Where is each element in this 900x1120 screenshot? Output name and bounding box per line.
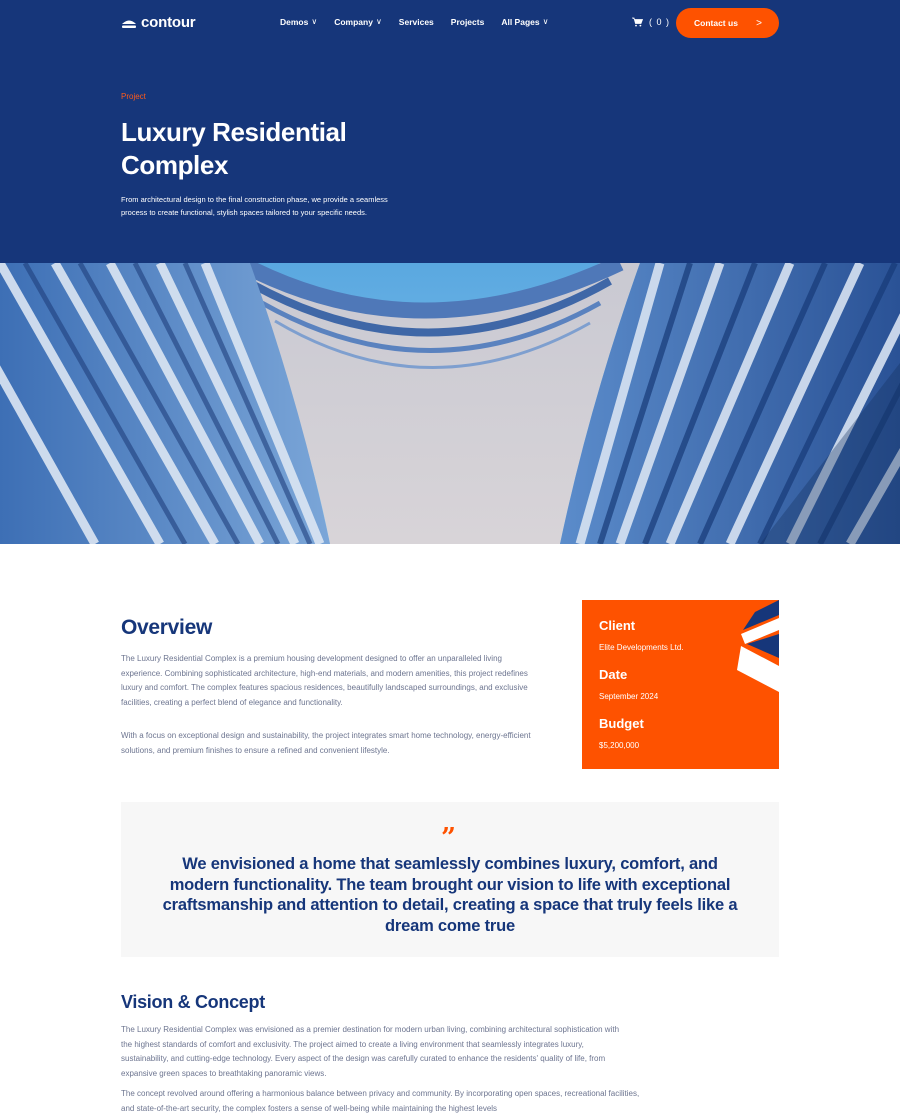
vision-paragraph: The Luxury Residential Complex was envisioned as a premier destination for modern urban living, combining architectural sophistication with the highest standards of comfort and exclusivity. The project aimed to create a living environment that seamlessly integrates luxury, sustainability, and cutting-edge technology. Every aspect of the design was carefully curated to enhance the residents' quality of life, from expansive green spaces to breathtaking panoramic views. (121, 1025, 620, 1078)
top-navbar (0, 0, 900, 46)
menu-item-label: Company (334, 17, 373, 27)
arrow-right-icon: > (756, 17, 762, 29)
client-label: Client (599, 618, 636, 633)
hero-description: From architectural design to the final construction phase, we provide a seamless process to create functional, stylish spaces tailored to your specific needs. (121, 195, 388, 217)
overview-paragraph: With a focus on exceptional design and sustainability, the project integrates smart home technology, energy-efficient solutions, and premium finishes to ensure a refined and convenient lifestyle. (121, 731, 531, 755)
vision-paragraph: The concept revolved around offering a harmonious balance between privacy and community. By incorporating open spaces, recreational facilities, and state-of-the-art security, the complex fosters a sense of well-being while maintaining the highest levels (121, 1089, 640, 1113)
quote-icon: ” (441, 823, 456, 853)
menu-item-all-pages[interactable] (501, 17, 548, 27)
project-info-card (582, 600, 779, 769)
cart-icon (632, 17, 643, 27)
menu-item-label: Services (398, 17, 434, 27)
chevron-down-icon: ∨ (375, 16, 382, 26)
contact-us-label: Contact us (694, 18, 738, 28)
menu-item-company[interactable] (334, 17, 382, 27)
menu-item-demos[interactable] (280, 17, 317, 27)
cart-count: ( 0 ) (649, 17, 671, 27)
testimonial-quote (121, 802, 779, 957)
menu-item-label: Projects (450, 17, 485, 27)
chevron-down-icon: ∨ (311, 16, 318, 26)
project-banner-image (0, 263, 900, 544)
date-value: September 2024 (599, 692, 659, 701)
hero-section (0, 0, 900, 263)
card-decoration (733, 600, 779, 695)
client-value: Elite Developments Ltd. (599, 643, 684, 652)
menu-item-label: All Pages (501, 17, 540, 27)
cart-button[interactable] (632, 17, 670, 27)
hero-eyebrow: Project (121, 92, 146, 101)
page-title: Luxury Residential Complex (121, 117, 347, 180)
contact-us-button[interactable] (676, 8, 779, 38)
overview-paragraph: The Luxury Residential Complex is a premium housing development designed to offer an unparalleled living experience. Combining sophisticated architecture, high-end materials, and modern amenities, this project redefines luxury and comfort. The complex features spacious residences, beautifully landscaped surroundings, and exclusive facilities, creating a perfect blend of elegance and functionality. (121, 654, 528, 707)
vision-heading: Vision & Concept (121, 992, 265, 1012)
budget-value: $5,200,000 (599, 741, 640, 750)
logo-icon (121, 17, 137, 29)
main-menu (280, 17, 548, 27)
chevron-down-icon: ∨ (542, 16, 549, 26)
menu-item-label: Demos (280, 17, 309, 27)
date-label: Date (599, 667, 628, 682)
budget-label: Budget (599, 716, 644, 731)
quote-text: We envisioned a home that seamlessly combines luxury, comfort, and modern functionality. The team brought our vision to life with exceptional craftsmanship and attention to detail, creating a space that truly feels like a dream come true (162, 855, 738, 935)
logo[interactable] (121, 14, 195, 31)
menu-item-projects[interactable] (451, 17, 485, 27)
menu-item-services[interactable] (399, 17, 434, 27)
overview-heading: Overview (121, 616, 212, 639)
logo-text: contour (141, 14, 196, 31)
